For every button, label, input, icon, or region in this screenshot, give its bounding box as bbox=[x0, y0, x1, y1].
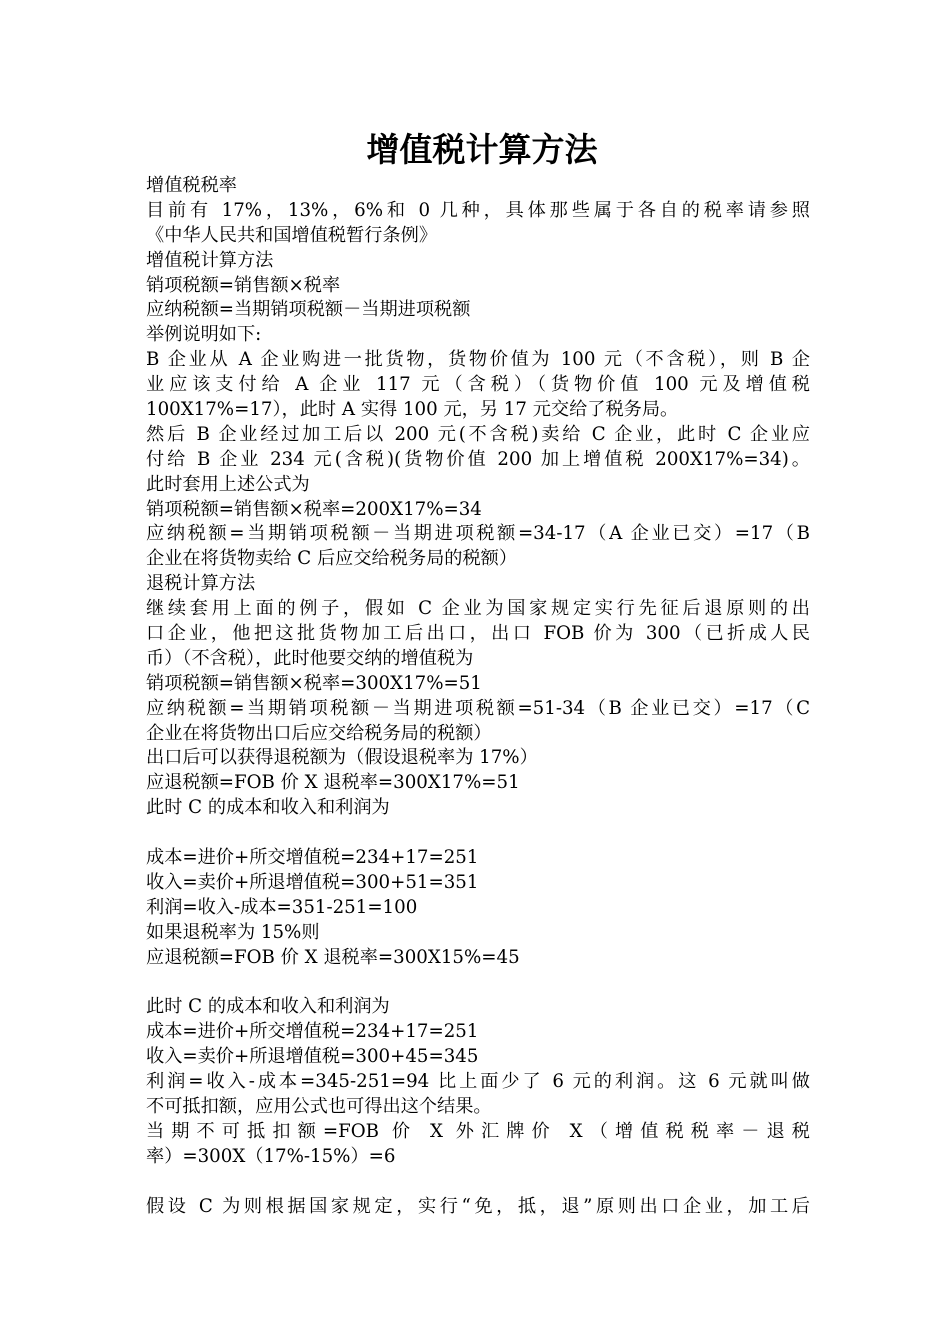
text-line: 口企业，他把这批货物加工后出口，出口 FOB 价为 300（已折成人民 bbox=[146, 623, 810, 645]
text-line: 销项税额=销售额×税率=200X17%=34 bbox=[146, 498, 482, 520]
text-line: 退税计算方法 bbox=[146, 573, 256, 595]
text-line: 成本=进价+所交增值税=234+17=251 bbox=[146, 1021, 479, 1043]
text-line: 企业在将货物出口后应交给税务局的税额） bbox=[146, 722, 492, 744]
text-line: 应纳税额=当期销项税额－当期进项税额=34-17（A 企业已交）=17（B bbox=[146, 523, 810, 545]
document-title: 增值税计算方法 bbox=[366, 130, 598, 169]
text-line: 100X17%=17），此时 A 实得 100 元，另 17 元交给了税务局。 bbox=[146, 399, 679, 421]
blank-line bbox=[146, 971, 810, 996]
text-line: 应纳税额=当期销项税额－当期进项税额=51-34（B 企业已交）=17（C bbox=[146, 697, 810, 719]
text-line: 不可抵扣额，应用公式也可得出这个结果。 bbox=[146, 1095, 492, 1117]
text-line: 举例说明如下: bbox=[146, 324, 262, 346]
text-line: B 企业从 A 企业购进一批货物，货物价值为 100 元（不含税），则 B 企 bbox=[146, 349, 810, 371]
document-body bbox=[146, 174, 810, 1219]
text-line: 继续套用上面的例子，假如 C 企业为国家规定实行先征后退原则的出 bbox=[146, 598, 810, 620]
text-line: 率）=300X（17%-15%）=6 bbox=[146, 1145, 396, 1167]
text-line: 利润=收入-成本=345-251=94 比上面少了 6 元的利润。这 6 元就叫做 bbox=[146, 1071, 810, 1093]
text-line: 应纳税额=当期销项税额－当期进项税额 bbox=[146, 299, 471, 321]
text-line: 此时套用上述公式为 bbox=[146, 473, 310, 495]
text-line: 收入=卖价+所退增值税=300+51=351 bbox=[146, 871, 479, 893]
text-line: 增值税计算方法 bbox=[146, 249, 274, 271]
text-line: 销项税额=销售额×税率 bbox=[146, 274, 341, 296]
text-line: 付给 B 企业 234 元(含税)(货物价值 200 加上增值税 200X17%=34)。 bbox=[146, 448, 810, 470]
text-line: 当期不可抵扣额=FOB 价 X 外汇牌价 X（增值税税率－退税 bbox=[146, 1120, 810, 1142]
text-line: 增值税税率 bbox=[146, 175, 237, 196]
text-line: 此时 C 的成本和收入和利润为 bbox=[146, 996, 390, 1018]
document-page bbox=[146, 128, 810, 1219]
text-line: 利润=收入-成本=351-251=100 bbox=[146, 896, 418, 918]
text-line: 收入=卖价+所退增值税=300+45=345 bbox=[146, 1046, 479, 1068]
text-line: 应退税额=FOB 价 X 退税率=300X15%=45 bbox=[146, 946, 520, 968]
text-line: 此时 C 的成本和收入和利润为 bbox=[146, 797, 390, 819]
blank-line bbox=[146, 821, 810, 846]
text-line: 销项税额=销售额×税率=300X17%=51 bbox=[146, 672, 482, 694]
text-line: 币）（不含税），此时他要交纳的增值税为 bbox=[146, 647, 474, 669]
text-line: 业应该支付给 A 企业 117 元（含税）（货物价值 100 元及增值税 bbox=[146, 374, 810, 396]
text-line: 如果退税率为 15%则 bbox=[146, 921, 320, 943]
text-line: 然后 B 企业经过加工后以 200 元(不含税)卖给 C 企业，此时 C 企业应 bbox=[146, 423, 810, 445]
text-line: 假设 C 为则根据国家规定，实行“免，抵，退”原则出口企业，加工后 bbox=[146, 1195, 810, 1217]
text-line: 成本=进价+所交增值税=234+17=251 bbox=[146, 847, 479, 869]
blank-line bbox=[146, 1170, 810, 1195]
text-line: 《中华人民共和国增值税暂行条例》 bbox=[146, 224, 438, 246]
text-line: 目前有 17%，13%，6%和 0 几种，具体那些属于各自的税率请参照 bbox=[146, 199, 810, 221]
text-line: 应退税额=FOB 价 X 退税率=300X17%=51 bbox=[146, 772, 520, 794]
text-line: 出口后可以获得退税额为（假设退税率为 17%） bbox=[146, 747, 538, 769]
text-line: 企业在将货物卖给 C 后应交给税务局的税额） bbox=[146, 548, 518, 570]
